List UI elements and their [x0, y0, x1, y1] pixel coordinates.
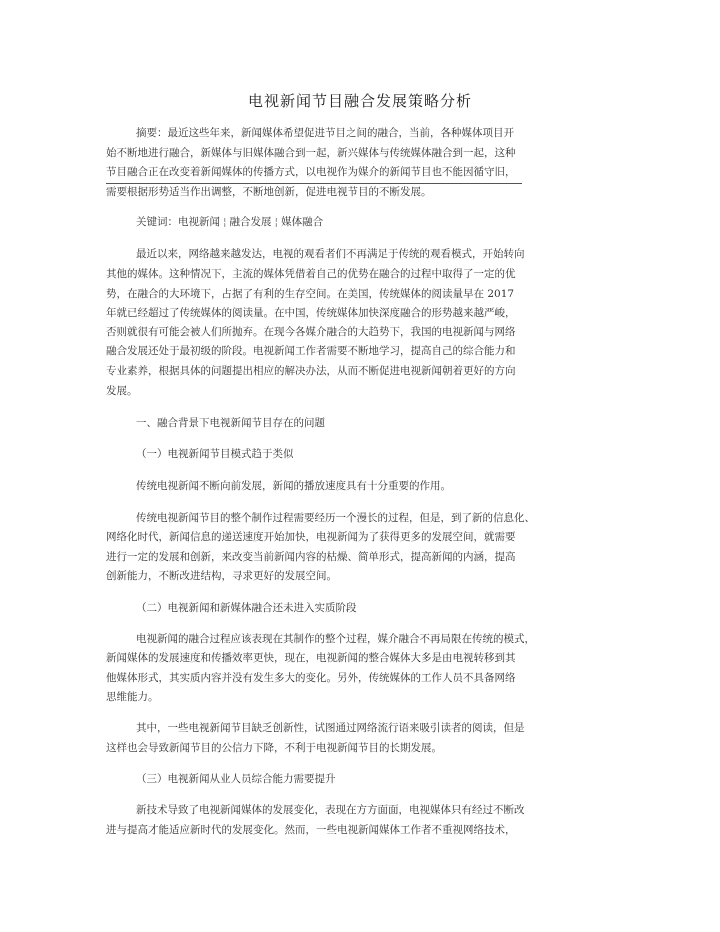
paragraph-line: 进与提高才能适应新时代的发展变化。然而，一些电视新闻媒体工作者不重视网络技术， [106, 824, 516, 836]
paragraph-line: 其中，一些电视新闻节目缺乏创新性，试图通过网络流行语来吸引读者的阅读，但是 [136, 722, 525, 734]
section-heading: 一、融合背景下电视新闻节目存在的问题 [136, 417, 325, 429]
paragraph-line: 进行一定的发展和创新，来改变当前新闻内容的枯燥、简单形式，提高新闻的内涵，提高 [106, 551, 516, 563]
document-title: 电视新闻节目融合发展策略分析 [247, 92, 472, 110]
keyword: 电视新闻 [178, 216, 220, 228]
keywords-line [136, 215, 323, 229]
keyword: 融合发展 [229, 216, 272, 228]
keyword-separator: ¦ [274, 216, 279, 228]
subsection-heading: （三）电视新闻从业人员综合能力需要提升 [136, 773, 336, 785]
abstract-line: 始不断地进行融合，新媒体与旧媒体融合到一起，新兴媒体与传统媒体融合到一起，这种 [106, 147, 516, 159]
intro-line: 年就已经超过了传统媒体的阅读量。在中国，传统媒体加快深度融合的形势越来越严峻， [106, 307, 516, 319]
paragraph-line: 传统电视新闻不断向前发展，新闻的播放速度具有十分重要的作用。 [136, 480, 451, 492]
abstract-line: 需要根据形势适当作出调整，不断地创新，促进电视节目的不断发展。 [106, 186, 432, 198]
divider-rule [106, 183, 522, 184]
subsection-heading: （二）电视新闻和新媒体融合还未进入实质阶段 [136, 602, 357, 614]
keyword: 媒体融合 [281, 216, 324, 228]
intro-line: 最近以来，网络越来越发达，电视的观看者们不再满足于传统的观看模式，开始转向 [136, 248, 525, 260]
intro-line: 发展。 [106, 385, 138, 397]
paragraph-line: 新技术导致了电视新闻媒体的发展变化，表现在方方面面，电视媒体只有经过不断改 [136, 804, 525, 816]
paragraph-line: 他媒体形式，其实质内容并没有发生多大的变化。另外，传统媒体的工作人员不具备网络 [106, 672, 516, 684]
paragraph-line: 网络化时代，新闻信息的递送速度开始加快，电视新闻为了获得更多的发展空间，就需要 [106, 531, 516, 543]
intro-line: 否则就很有可能会被人们所抛弃。在现今各媒介融合的大趋势下，我国的电视新闻与网络 [106, 326, 516, 338]
keywords-label: 关键词： [136, 216, 178, 228]
abstract-line: 节目融合正在改变着新闻媒体的传播方式，以电视作为媒介的新闻节目也不能因循守旧， [106, 166, 516, 178]
intro-line: 融合发展还处于最初级的阶段。电视新闻工作者需要不断地学习，提高自己的综合能力和 [106, 345, 516, 357]
intro-line: 专业素养，根据具体的问题提出相应的解决办法，从而不断促进电视新闻朝着更好的方向 [106, 365, 516, 377]
paragraph-line: 新闻媒体的发展速度和传播效率更快，现在，电视新闻的整合媒体大多是由电视转移到其 [106, 652, 516, 664]
paragraph-line: 创新能力，不断改进结构，寻求更好的发展空间。 [106, 570, 337, 582]
paragraph-line: 这样也会导致新闻节目的公信力下降，不利于电视新闻节目的长期发展。 [106, 742, 442, 754]
paragraph-line: 思维能力。 [106, 691, 159, 703]
intro-line: 其他的媒体。这种情况下，主流的媒体凭借着自己的优势在融合的过程中取得了一定的优 [106, 268, 516, 280]
paragraph-line: 传统电视新闻节目的整个制作过程需要经历一个漫长的过程，但是，到了新的信息化、 [136, 512, 535, 524]
subsection-heading: （一）电视新闻节目模式趋于类似 [136, 448, 294, 460]
paragraph-line: 电视新闻的融合过程应该表现在其制作的整个过程，媒介融合不再局限在传统的模式， [136, 633, 535, 645]
keyword-separator: ¦ [223, 216, 227, 228]
abstract-line: 摘要：最近这些年来，新闻媒体希望促进节目之间的融合，当前，各种媒体项目开 [136, 127, 514, 139]
intro-line: 势，在融合的大环境下，占据了有利的生存空间。在美国，传统媒体的阅读量早在 2017 [106, 288, 515, 300]
